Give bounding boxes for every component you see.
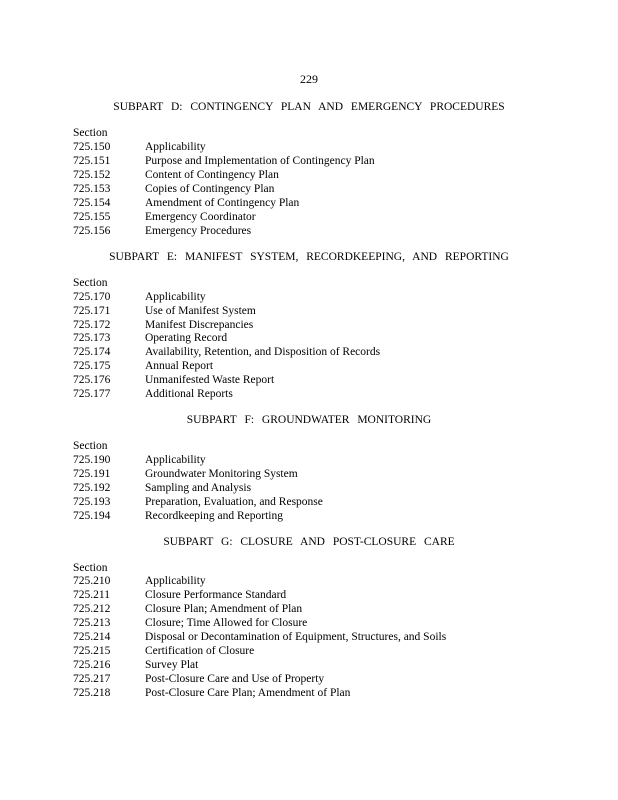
section-label: Section: [73, 440, 108, 452]
section-number: 725.153: [73, 183, 111, 195]
section-title: Emergency Procedures: [145, 225, 252, 237]
section-title: Closure; Time Allowed for Closure: [145, 617, 308, 629]
subpart-f-heading: SUBPART F: GROUNDWATER MONITORING: [186, 414, 432, 426]
section-title: Manifest Discrepancies: [145, 319, 254, 331]
section-title: Applicability: [145, 141, 206, 153]
section-label: Section: [73, 562, 108, 574]
section-number: 725.172: [73, 319, 111, 331]
section-title: Unmanifested Waste Report: [145, 374, 275, 386]
subpart-d-heading: SUBPART D: CONTINGENCY PLAN AND EMERGENCY PROCEDURES: [113, 101, 505, 113]
section-title: Post-Closure Care and Use of Property: [145, 673, 325, 685]
section-number: 725.170: [73, 291, 111, 303]
section-title: Applicability: [145, 454, 206, 466]
subpart-g-heading: SUBPART G: CLOSURE AND POST-CLOSURE CARE: [163, 536, 455, 548]
section-title: Survey Plat: [145, 659, 199, 671]
section-number: 725.213: [73, 617, 111, 629]
section-number: 725.215: [73, 645, 111, 657]
section-number: 725.216: [73, 659, 111, 671]
section-number: 725.217: [73, 673, 111, 685]
section-number: 725.156: [73, 225, 111, 237]
section-number: 725.150: [73, 141, 111, 153]
section-title: Applicability: [145, 291, 206, 303]
section-title: Recordkeeping and Reporting: [145, 510, 283, 522]
section-title: Sampling and Analysis: [145, 482, 252, 494]
section-number: 725.191: [73, 468, 111, 480]
section-number: 725.173: [73, 332, 111, 344]
section-number: 725.212: [73, 603, 111, 615]
section-title: Groundwater Monitoring System: [145, 468, 298, 480]
section-title: Use of Manifest System: [145, 305, 256, 317]
section-number: 725.193: [73, 496, 111, 508]
section-number: 725.190: [73, 454, 111, 466]
section-title: Applicability: [145, 575, 206, 587]
section-number: 725.152: [73, 169, 111, 181]
section-title: Amendment of Contingency Plan: [145, 197, 300, 209]
section-title: Closure Plan; Amendment of Plan: [145, 603, 303, 615]
section-number: 725.210: [73, 575, 111, 587]
section-number: 725.175: [73, 360, 111, 372]
section-number: 725.194: [73, 510, 111, 522]
section-number: 725.211: [73, 589, 110, 601]
section-title: Preparation, Evaluation, and Response: [145, 496, 323, 508]
section-title: Emergency Coordinator: [145, 211, 256, 223]
section-title: Annual Report: [145, 360, 214, 372]
section-title: Copies of Contingency Plan: [145, 183, 275, 195]
section-title: Post-Closure Care Plan; Amendment of Plan: [145, 687, 351, 699]
section-title: Additional Reports: [145, 388, 233, 400]
subpart-e-heading: SUBPART E: MANIFEST SYSTEM, RECORDKEEPING, AND REPORTING: [109, 251, 509, 263]
section-number: 725.218: [73, 687, 111, 699]
section-title: Content of Contingency Plan: [145, 169, 279, 181]
section-number: 725.176: [73, 374, 111, 386]
section-title: Disposal or Decontamination of Equipment, Structures, and Soils: [145, 631, 447, 643]
section-title: Availability, Retention, and Disposition of Records: [145, 346, 381, 358]
section-title: Operating Record: [145, 332, 228, 344]
section-number: 725.154: [73, 197, 111, 209]
section-number: 725.174: [73, 346, 111, 358]
section-number: 725.192: [73, 482, 111, 494]
section-number: 725.155: [73, 211, 111, 223]
section-label: Section: [73, 127, 108, 139]
section-label: Section: [73, 277, 108, 289]
page-number: 229: [300, 72, 318, 86]
section-title: Purpose and Implementation of Contingency Plan: [145, 155, 375, 167]
section-title: Certification of Closure: [145, 645, 255, 657]
section-number: 725.177: [73, 388, 111, 400]
section-number: 725.171: [73, 305, 111, 317]
section-number: 725.214: [73, 631, 111, 643]
section-number: 725.151: [73, 155, 111, 167]
section-title: Closure Performance Standard: [145, 589, 287, 601]
